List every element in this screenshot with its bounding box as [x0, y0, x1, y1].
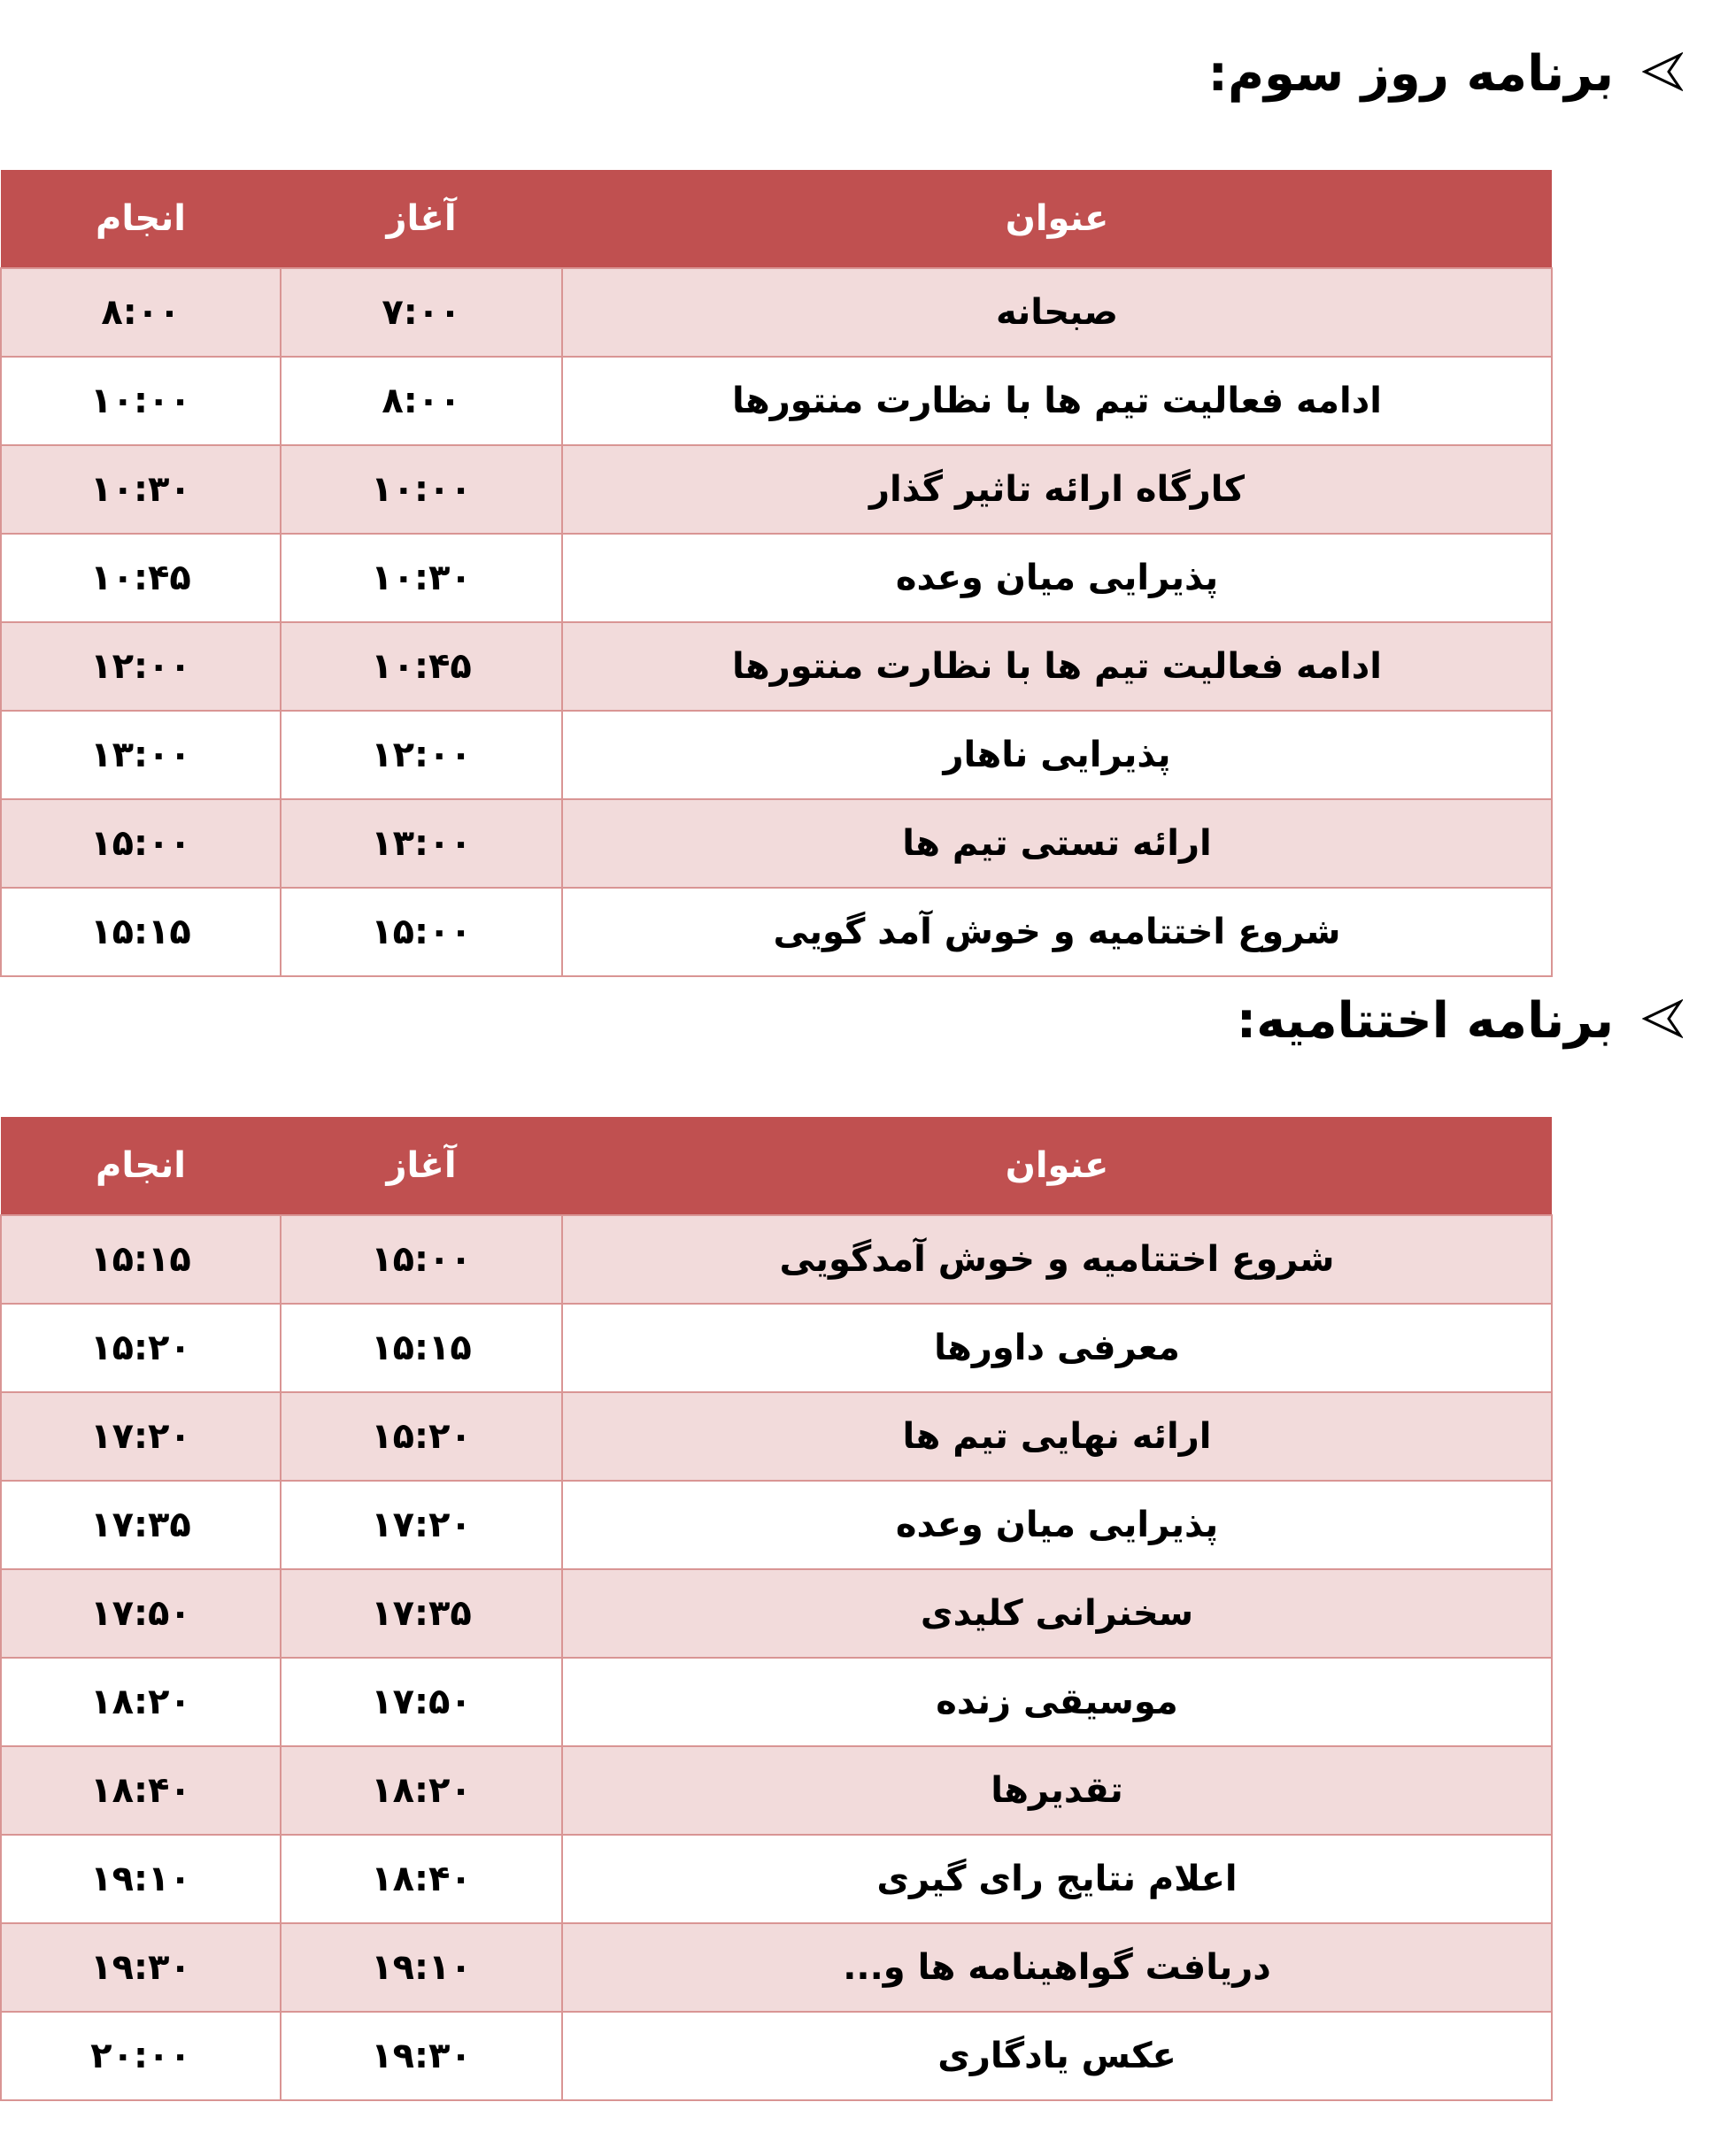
- end-time: ۱۷:۵۰: [1, 1569, 281, 1658]
- table-row: [1, 622, 1552, 711]
- session-title: ارائه تستی تیم ها: [562, 799, 1552, 888]
- table-row: [1, 534, 1552, 622]
- section-title-closing: برنامه اختتامیه:: [1236, 992, 1614, 1050]
- header-start: آغاز: [281, 1117, 562, 1215]
- session-title: ادامه فعالیت تیم ها با نظارت منتورها: [562, 357, 1552, 445]
- header-end: انجام: [1, 170, 281, 268]
- section-heading-day3: [0, 39, 1720, 110]
- start-time: ۱۵:۰۰: [281, 1215, 562, 1304]
- end-time: ۲۰:۰۰: [1, 2012, 281, 2100]
- session-title: شروع اختتامیه و خوش آمد گویی: [562, 888, 1552, 976]
- start-time: ۱۹:۳۰: [281, 2012, 562, 2100]
- start-time: ۱۵:۰۰: [281, 888, 562, 976]
- table-row: [1, 445, 1552, 534]
- end-time: ۱۹:۳۰: [1, 1923, 281, 2012]
- session-title: کارگاه ارائه تاثیر گذار: [562, 445, 1552, 534]
- header-title: عنوان: [562, 1117, 1552, 1215]
- session-title: معرفی داورها: [562, 1304, 1552, 1392]
- header-start: آغاز: [281, 170, 562, 268]
- table-row: [1, 1481, 1552, 1569]
- schedule-table-day3: [0, 170, 1553, 977]
- end-time: ۱۰:۴۵: [1, 534, 281, 622]
- start-time: ۱۳:۰۰: [281, 799, 562, 888]
- end-time: ۱۵:۰۰: [1, 799, 281, 888]
- section-heading-closing: [0, 986, 1720, 1057]
- session-title: تقدیرها: [562, 1746, 1552, 1835]
- table-row: [1, 268, 1552, 357]
- start-time: ۱۵:۱۵: [281, 1304, 562, 1392]
- end-time: ۱۳:۰۰: [1, 711, 281, 799]
- session-title: صبحانه: [562, 268, 1552, 357]
- start-time: ۱۸:۴۰: [281, 1835, 562, 1923]
- session-title: اعلام نتایج رای گیری: [562, 1835, 1552, 1923]
- arrowhead-bullet-icon: [1642, 998, 1683, 1039]
- start-time: ۱۹:۱۰: [281, 1923, 562, 2012]
- schedule-table-closing: [0, 1117, 1553, 2101]
- end-time: ۸:۰۰: [1, 268, 281, 357]
- section-title-day3: برنامه روز سوم:: [1207, 45, 1614, 103]
- end-time: ۱۵:۲۰: [1, 1304, 281, 1392]
- table-row: [1, 1569, 1552, 1658]
- start-time: ۱۰:۰۰: [281, 445, 562, 534]
- end-time: ۱۵:۱۵: [1, 888, 281, 976]
- session-title: پذیرایی میان وعده: [562, 534, 1552, 622]
- session-title: پذیرایی میان وعده: [562, 1481, 1552, 1569]
- session-title: پذیرایی ناهار: [562, 711, 1552, 799]
- session-title: دریافت گواهینامه ها و...: [562, 1923, 1552, 2012]
- session-title: عکس یادگاری: [562, 2012, 1552, 2100]
- start-time: ۱۰:۳۰: [281, 534, 562, 622]
- table-row: [1, 1746, 1552, 1835]
- end-time: ۱۸:۴۰: [1, 1746, 281, 1835]
- header-end: انجام: [1, 1117, 281, 1215]
- table-row: [1, 1923, 1552, 2012]
- session-title: سخنرانی کلیدی: [562, 1569, 1552, 1658]
- header-title: عنوان: [562, 170, 1552, 268]
- session-title: شروع اختتامیه و خوش آمدگویی: [562, 1215, 1552, 1304]
- table-row: [1, 1215, 1552, 1304]
- table-header-row: [1, 170, 1552, 268]
- start-time: ۱۰:۴۵: [281, 622, 562, 711]
- table-row: [1, 1835, 1552, 1923]
- end-time: ۱۲:۰۰: [1, 622, 281, 711]
- session-title: موسیقی زنده: [562, 1658, 1552, 1746]
- end-time: ۱۰:۰۰: [1, 357, 281, 445]
- table-row: [1, 888, 1552, 976]
- end-time: ۱۷:۲۰: [1, 1392, 281, 1481]
- arrowhead-bullet-icon: [1642, 51, 1683, 92]
- session-title: ارائه نهایی تیم ها: [562, 1392, 1552, 1481]
- end-time: ۱۸:۲۰: [1, 1658, 281, 1746]
- end-time: ۱۹:۱۰: [1, 1835, 281, 1923]
- table-row: [1, 1658, 1552, 1746]
- table-row: [1, 711, 1552, 799]
- start-time: ۱۸:۲۰: [281, 1746, 562, 1835]
- end-time: ۱۵:۱۵: [1, 1215, 281, 1304]
- table-row: [1, 2012, 1552, 2100]
- table-row: [1, 1392, 1552, 1481]
- start-time: ۱۷:۳۵: [281, 1569, 562, 1658]
- start-time: ۱۷:۲۰: [281, 1481, 562, 1569]
- end-time: ۱۰:۳۰: [1, 445, 281, 534]
- table-row: [1, 799, 1552, 888]
- end-time: ۱۷:۳۵: [1, 1481, 281, 1569]
- table-header-row: [1, 1117, 1552, 1215]
- session-title: ادامه فعالیت تیم ها با نظارت منتورها: [562, 622, 1552, 711]
- start-time: ۱۵:۲۰: [281, 1392, 562, 1481]
- start-time: ۱۷:۵۰: [281, 1658, 562, 1746]
- start-time: ۸:۰۰: [281, 357, 562, 445]
- start-time: ۱۲:۰۰: [281, 711, 562, 799]
- table-row: [1, 1304, 1552, 1392]
- table-row: [1, 357, 1552, 445]
- start-time: ۷:۰۰: [281, 268, 562, 357]
